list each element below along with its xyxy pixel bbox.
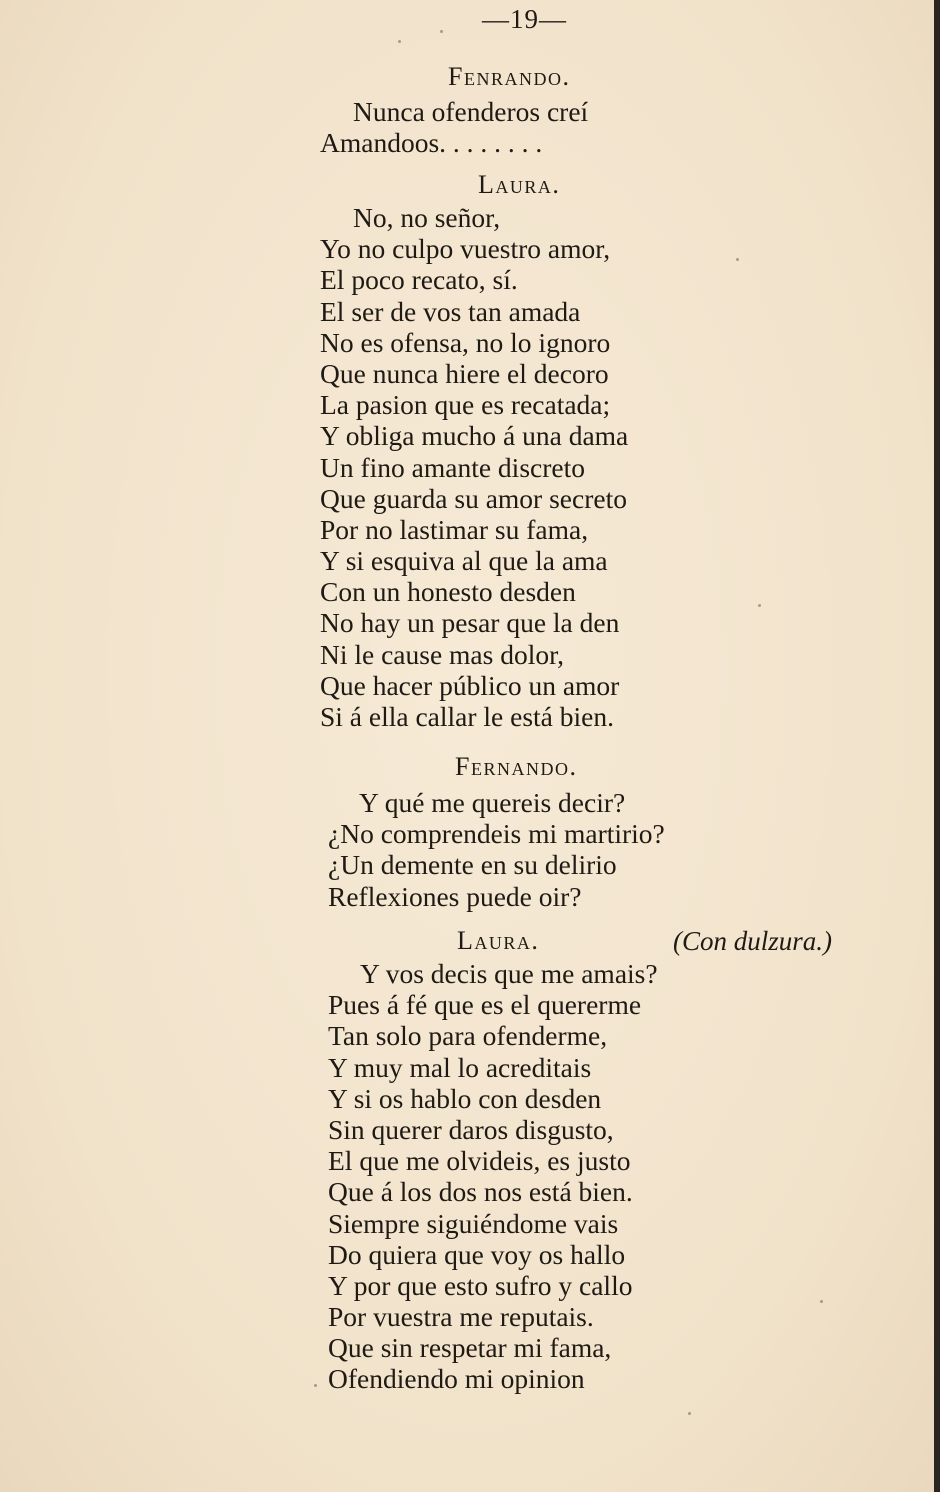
verse-line: Y por que esto sufro y callo bbox=[328, 1269, 633, 1301]
speaker-name: Laura. bbox=[478, 170, 561, 199]
paper-speck bbox=[398, 40, 401, 43]
page-number: —19— bbox=[482, 4, 567, 34]
verse-line: No hay un pesar que la den bbox=[320, 607, 620, 639]
verse-line: Y muy mal lo acreditais bbox=[328, 1051, 592, 1083]
verse-line: Que sin respetar mi fama, bbox=[328, 1332, 612, 1364]
verse-line: Nunca ofenderos creí bbox=[353, 96, 589, 127]
verse-block bbox=[328, 787, 665, 912]
verse-line: Y si os hablo con desden bbox=[328, 1082, 602, 1114]
verse-line: El que me olvideis, es justo bbox=[328, 1145, 631, 1177]
verse-line: Yo no culpo vuestro amor, bbox=[320, 233, 611, 265]
verse-line: Y qué me quereis decir? bbox=[359, 787, 626, 818]
verse-line: Y vos decis que me amais? bbox=[360, 958, 658, 989]
stage-direction: (Con dulzura.) bbox=[673, 926, 833, 956]
verse-line: Sin querer daros disgusto, bbox=[328, 1113, 614, 1145]
verse-line: Do quiera que voy os hallo bbox=[328, 1238, 626, 1270]
paper-speck bbox=[758, 604, 761, 607]
verse-line: Por no lastimar su fama, bbox=[320, 513, 589, 545]
verse-line: Si á ella callar le está bien. bbox=[320, 701, 614, 732]
verse-line: Que nunca hiere el decoro bbox=[320, 357, 609, 389]
paper-speck bbox=[688, 1412, 691, 1415]
paper-speck bbox=[820, 1300, 823, 1303]
verse-line: El ser de vos tan amada bbox=[320, 295, 581, 327]
verse-line: Ni le cause mas dolor, bbox=[320, 638, 565, 670]
verse-line: ¿No comprendeis mi martirio? bbox=[328, 818, 665, 850]
verse-line: Con un honesto desden bbox=[320, 576, 576, 608]
verse-block bbox=[328, 958, 658, 1395]
verse-line: Que á los dos nos está bien. bbox=[328, 1176, 633, 1208]
speaker-name: Laura. bbox=[457, 926, 540, 955]
verse-line: El poco recato, sí. bbox=[320, 264, 518, 296]
verse-line: ¿Un demente en su delirio bbox=[328, 849, 617, 881]
verse-line: Y obliga mucho á una dama bbox=[320, 420, 629, 452]
verse-block bbox=[320, 96, 588, 158]
verse-block bbox=[320, 202, 628, 732]
verse-line: Un fino amante discreto bbox=[320, 451, 585, 483]
page-edge bbox=[934, 0, 940, 1492]
verse-line: La pasion que es recatada; bbox=[320, 389, 611, 421]
verse-line: Pues á fé que es el quererme bbox=[328, 989, 642, 1021]
verse-line: No, no señor, bbox=[353, 202, 501, 233]
verse-line: No es ofensa, no lo ignoro bbox=[320, 326, 611, 358]
verse-line: Que guarda su amor secreto bbox=[320, 482, 627, 514]
verse-line: Siempre siguiéndome vais bbox=[328, 1207, 619, 1239]
paper-speck bbox=[736, 258, 739, 261]
speaker-name: Fenrando. bbox=[448, 62, 571, 91]
speaker-name: Fernando. bbox=[455, 752, 578, 781]
verse-line: Y si esquiva al que la ama bbox=[320, 545, 608, 577]
paper-speck bbox=[440, 30, 443, 33]
verse-line: Amandoos. . . . . . . . bbox=[320, 127, 543, 159]
verse-line: Tan solo para ofenderme, bbox=[328, 1020, 608, 1052]
verse-line: Reflexiones puede oir? bbox=[328, 880, 582, 912]
verse-line: Ofendiendo mi opinion bbox=[328, 1363, 585, 1395]
verse-line: Que hacer público un amor bbox=[320, 669, 620, 701]
paper-speck bbox=[314, 1384, 317, 1387]
verse-line: Por vuestra me reputais. bbox=[328, 1301, 594, 1333]
